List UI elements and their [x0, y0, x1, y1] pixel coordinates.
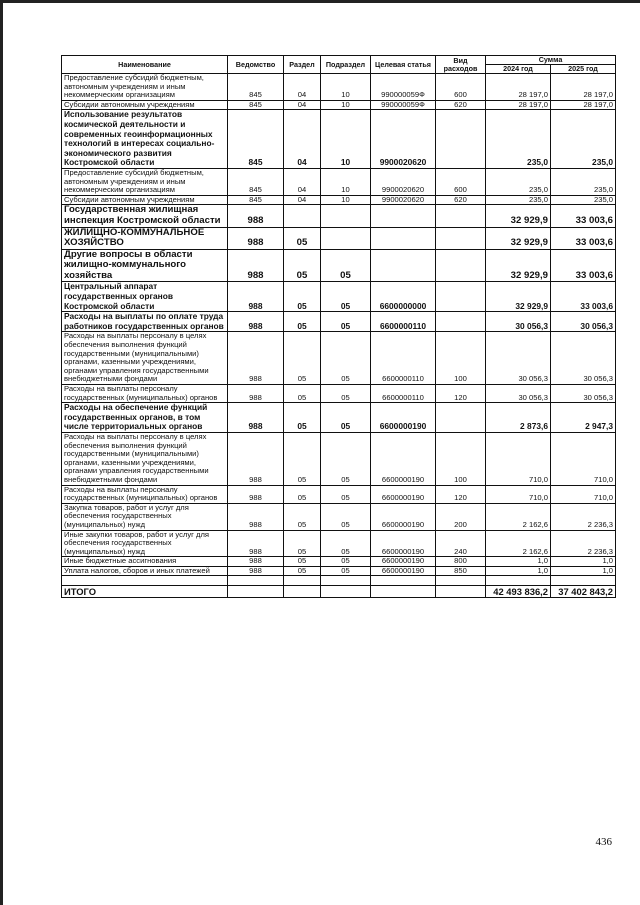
cell-name: Расходы на выплаты персоналу государственных (муниципальных) органов	[62, 485, 228, 503]
cell-raz: 05	[284, 485, 321, 503]
cell-raz: 05	[284, 503, 321, 530]
cell-vr	[436, 403, 486, 433]
header-name: Наименование	[62, 56, 228, 74]
cell-vr: 620	[436, 100, 486, 110]
cell-2025: 235,0	[551, 195, 616, 205]
cell-ved: 988	[228, 485, 284, 503]
cell-vr: 850	[436, 566, 486, 576]
cell-pod	[321, 205, 371, 227]
cell-vr: 200	[436, 503, 486, 530]
cell-name: Центральный аппарат государственных органов Костромской области	[62, 282, 228, 312]
header-2024: 2024 год	[486, 65, 551, 74]
cell-ved: 988	[228, 385, 284, 403]
cell-2024: 28 197,0	[486, 100, 551, 110]
cell-pod: 05	[321, 485, 371, 503]
cell-ved: 988	[228, 432, 284, 485]
cell-pod: 10	[321, 74, 371, 101]
cell-ved: 988	[228, 566, 284, 576]
cell-ved: 988	[228, 403, 284, 433]
cell-2025: 28 197,0	[551, 100, 616, 110]
cell-raz: 05	[284, 403, 321, 433]
cell-2025: 2 236,3	[551, 530, 616, 557]
cell-vr	[436, 205, 486, 227]
cell-name: Государственная жилищная инспекция Костромской области	[62, 205, 228, 227]
cell-2025: 30 056,3	[551, 332, 616, 385]
total-label: ИТОГО	[62, 586, 228, 598]
cell-2024: 30 056,3	[486, 385, 551, 403]
total-2024: 42 493 836,2	[486, 586, 551, 598]
cell-vr: 800	[436, 557, 486, 567]
cell-pod: 05	[321, 332, 371, 385]
table-row	[62, 74, 616, 101]
cell-2024: 32 929,9	[486, 282, 551, 312]
cell-2024: 235,0	[486, 195, 551, 205]
cell-ved: 988	[228, 312, 284, 332]
cell-2025: 1,0	[551, 566, 616, 576]
cell-2024: 2 162,6	[486, 530, 551, 557]
header-razdel: Раздел	[284, 56, 321, 74]
table-row	[62, 485, 616, 503]
cell-pod: 05	[321, 566, 371, 576]
table-row	[62, 530, 616, 557]
cell-cs: 6600000190	[371, 485, 436, 503]
cell-pod: 10	[321, 100, 371, 110]
cell-2025: 30 056,3	[551, 312, 616, 332]
cell-pod: 05	[321, 530, 371, 557]
cell-vr	[436, 282, 486, 312]
header-sum: Сумма	[486, 56, 616, 65]
cell-cs: 6600000190	[371, 432, 436, 485]
cell-ved: 988	[228, 205, 284, 227]
cell-cs: 6600000190	[371, 557, 436, 567]
cell-vr: 620	[436, 195, 486, 205]
cell-raz: 04	[284, 110, 321, 169]
cell-vr: 600	[436, 74, 486, 101]
cell-vr: 120	[436, 485, 486, 503]
cell-2024: 28 197,0	[486, 74, 551, 101]
cell-raz: 05	[284, 332, 321, 385]
header-vedomstvo: Ведомство	[228, 56, 284, 74]
cell-cs: 6600000110	[371, 332, 436, 385]
cell-2025: 33 003,6	[551, 205, 616, 227]
cell-raz: 04	[284, 74, 321, 101]
cell-2025: 235,0	[551, 110, 616, 169]
cell-raz: 04	[284, 100, 321, 110]
budget-table	[61, 55, 616, 598]
cell-vr	[436, 312, 486, 332]
cell-vr: 600	[436, 168, 486, 195]
cell-cs: 990000059Ф	[371, 100, 436, 110]
table-row	[62, 312, 616, 332]
cell-name: Расходы на выплаты персоналу государственных (муниципальных) органов	[62, 385, 228, 403]
cell-cs: 6600000190	[371, 530, 436, 557]
cell-2025: 33 003,6	[551, 282, 616, 312]
table-row	[62, 110, 616, 169]
cell-pod	[321, 227, 371, 249]
table-row	[62, 249, 616, 282]
cell-raz: 05	[284, 432, 321, 485]
cell-2025: 710,0	[551, 485, 616, 503]
cell-cs: 9900020620	[371, 195, 436, 205]
cell-raz: 05	[284, 312, 321, 332]
cell-ved: 988	[228, 557, 284, 567]
cell-2024: 710,0	[486, 432, 551, 485]
cell-cs: 6600000190	[371, 566, 436, 576]
header-podrazdel: Подраздел	[321, 56, 371, 74]
cell-cs: 990000059Ф	[371, 74, 436, 101]
cell-2024: 32 929,9	[486, 205, 551, 227]
cell-raz: 05	[284, 530, 321, 557]
cell-raz: 04	[284, 195, 321, 205]
cell-ved: 988	[228, 530, 284, 557]
cell-vr: 100	[436, 332, 486, 385]
page-number: 436	[595, 836, 612, 848]
cell-2025: 2 947,3	[551, 403, 616, 433]
table-row	[62, 227, 616, 249]
cell-2025: 33 003,6	[551, 249, 616, 282]
table-row	[62, 205, 616, 227]
cell-2024: 32 929,9	[486, 249, 551, 282]
cell-raz: 05	[284, 249, 321, 282]
cell-name: Расходы на обеспечение функций государственных органов, в том числе территориальных органов	[62, 403, 228, 433]
cell-vr	[436, 110, 486, 169]
cell-vr	[436, 227, 486, 249]
cell-pod: 05	[321, 249, 371, 282]
cell-pod: 05	[321, 403, 371, 433]
cell-2024: 235,0	[486, 110, 551, 169]
cell-raz: 05	[284, 385, 321, 403]
cell-ved: 845	[228, 168, 284, 195]
table-row	[62, 557, 616, 567]
table-body	[62, 74, 616, 598]
cell-pod: 05	[321, 312, 371, 332]
cell-2025: 1,0	[551, 557, 616, 567]
cell-ved: 988	[228, 227, 284, 249]
cell-ved: 988	[228, 249, 284, 282]
header-2025: 2025 год	[551, 65, 616, 74]
cell-ved: 845	[228, 195, 284, 205]
cell-pod: 10	[321, 110, 371, 169]
cell-name: Использование результатов космической деятельности и современных геоинформационных технологий в интересах социально-экономического развития Костромской области	[62, 110, 228, 169]
cell-2025: 235,0	[551, 168, 616, 195]
cell-name: Расходы на выплаты персоналу в целях обеспечения выполнения функций государственными (муниципальными) органами, казенными учреждениями, органами управления государственными внебюджетными фондами	[62, 332, 228, 385]
cell-cs: 6600000000	[371, 282, 436, 312]
cell-name: Иные закупки товаров, работ и услуг для обеспечения государственных (муниципальных) нужд	[62, 530, 228, 557]
scan-edge-top	[0, 0, 640, 3]
cell-cs: 6600000190	[371, 403, 436, 433]
cell-2024: 1,0	[486, 557, 551, 567]
cell-2024: 32 929,9	[486, 227, 551, 249]
cell-raz: 05	[284, 566, 321, 576]
cell-ved: 988	[228, 332, 284, 385]
cell-vr: 120	[436, 385, 486, 403]
cell-2025: 2 236,3	[551, 503, 616, 530]
cell-cs	[371, 249, 436, 282]
cell-2025: 28 197,0	[551, 74, 616, 101]
cell-vr	[436, 249, 486, 282]
cell-name: Предоставление субсидий бюджетным, автономным учреждениям и иным некоммерческим организациям	[62, 168, 228, 195]
cell-cs: 6600000190	[371, 503, 436, 530]
cell-name: Иные бюджетные ассигнования	[62, 557, 228, 567]
cell-vr: 240	[436, 530, 486, 557]
cell-name: Уплата налогов, сборов и иных платежей	[62, 566, 228, 576]
cell-ved: 988	[228, 503, 284, 530]
cell-cs: 9900020620	[371, 110, 436, 169]
cell-raz: 04	[284, 168, 321, 195]
cell-pod: 05	[321, 557, 371, 567]
table-row	[62, 282, 616, 312]
cell-name: ЖИЛИЩНО-КОММУНАЛЬНОЕ ХОЗЯЙСТВО	[62, 227, 228, 249]
cell-2025: 710,0	[551, 432, 616, 485]
table-row	[62, 503, 616, 530]
table-row	[62, 385, 616, 403]
cell-name: Расходы на выплаты персоналу в целях обеспечения выполнения функций государственными (муниципальными) органами, казенными учреждениями, органами управления государственными внебюджетными фондами	[62, 432, 228, 485]
cell-name: Расходы на выплаты по оплате труда работников государственных органов	[62, 312, 228, 332]
cell-2024: 2 873,6	[486, 403, 551, 433]
cell-cs: 6600000110	[371, 312, 436, 332]
cell-2024: 710,0	[486, 485, 551, 503]
cell-2024: 1,0	[486, 566, 551, 576]
cell-name: Другие вопросы в области жилищно-коммунального хозяйства	[62, 249, 228, 282]
spacer-row	[62, 576, 616, 586]
table-row	[62, 432, 616, 485]
cell-name: Закупка товаров, работ и услуг для обеспечения государственных (муниципальных) нужд	[62, 503, 228, 530]
cell-raz: 05	[284, 227, 321, 249]
cell-name: Субсидии автономным учреждениям	[62, 195, 228, 205]
cell-pod: 05	[321, 282, 371, 312]
header-target: Целевая статья	[371, 56, 436, 74]
total-2025: 37 402 843,2	[551, 586, 616, 598]
cell-pod: 05	[321, 503, 371, 530]
cell-2024: 235,0	[486, 168, 551, 195]
cell-2024: 30 056,3	[486, 312, 551, 332]
header-vid: Вид расходов	[436, 56, 486, 74]
cell-cs	[371, 227, 436, 249]
cell-raz: 05	[284, 557, 321, 567]
cell-cs	[371, 205, 436, 227]
cell-2025: 30 056,3	[551, 385, 616, 403]
cell-cs: 9900020620	[371, 168, 436, 195]
table-row	[62, 168, 616, 195]
cell-ved: 845	[228, 74, 284, 101]
cell-pod: 05	[321, 432, 371, 485]
table-row	[62, 403, 616, 433]
cell-2024: 30 056,3	[486, 332, 551, 385]
total-row	[62, 586, 616, 598]
cell-pod: 05	[321, 385, 371, 403]
cell-pod: 10	[321, 168, 371, 195]
cell-2024: 2 162,6	[486, 503, 551, 530]
scan-edge-left	[0, 0, 3, 905]
cell-raz	[284, 205, 321, 227]
cell-ved: 845	[228, 110, 284, 169]
cell-name: Субсидии автономным учреждениям	[62, 100, 228, 110]
cell-ved: 845	[228, 100, 284, 110]
cell-name: Предоставление субсидий бюджетным, автономным учреждениям и иным некоммерческим организациям	[62, 74, 228, 101]
cell-cs: 6600000110	[371, 385, 436, 403]
cell-pod: 10	[321, 195, 371, 205]
cell-raz: 05	[284, 282, 321, 312]
cell-vr: 100	[436, 432, 486, 485]
cell-2025: 33 003,6	[551, 227, 616, 249]
table-row	[62, 332, 616, 385]
table-row	[62, 566, 616, 576]
cell-ved: 988	[228, 282, 284, 312]
